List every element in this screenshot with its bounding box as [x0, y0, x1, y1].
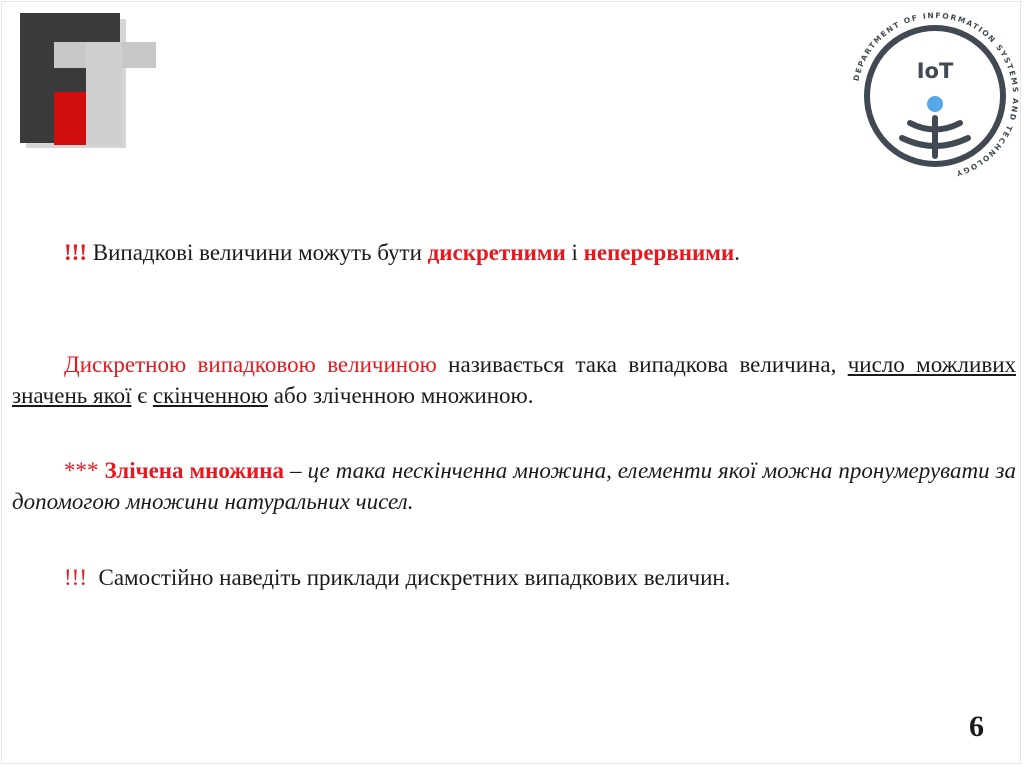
- emphasis-mark: !!!: [64, 240, 87, 265]
- text-span: –: [289, 458, 302, 483]
- paragraph-types: [12, 237, 1024, 268]
- text-span: і: [571, 240, 578, 265]
- text-span: .: [734, 240, 740, 265]
- text-span: Випадкові величини можуть бути: [92, 240, 422, 265]
- text-span: є: [137, 383, 148, 408]
- term-countable-set: Злічена множина: [104, 458, 285, 483]
- term-continuous: неперервними: [583, 240, 735, 265]
- countable-set-definition: це така нескінченна множина, елементи якої можна пронумерувати за допомогою множини натуральних чисел.: [12, 458, 1017, 514]
- seal-dot: [927, 96, 943, 112]
- term-discrete: дискретними: [427, 240, 566, 265]
- task-text: Самостійно наведіть приклади дискретних випадкових величин.: [98, 565, 731, 590]
- paragraph-task: [12, 562, 1024, 593]
- emphasis-mark: !!!: [64, 565, 87, 590]
- seal-center-text: IoT: [916, 59, 954, 83]
- seal-ring-text: DEPARTMENT OF INFORMATION SYSTEMS AND TECHNOLOGY: [851, 10, 1021, 179]
- term-discrete-rv: Дискретною випадковою величиною: [64, 352, 437, 377]
- stars-mark: ***: [64, 458, 99, 483]
- paragraph-definition: [12, 349, 1016, 411]
- underlined-phrase: число можливих значень якої: [12, 352, 1016, 408]
- underlined-word: скінченною: [152, 383, 269, 408]
- text-span: або зліченною множиною.: [273, 383, 534, 408]
- iot-seal: [845, 6, 1024, 186]
- text-span: називається така випадкова величина,: [448, 352, 837, 377]
- page-number: 6: [969, 710, 984, 743]
- ft-logo: [0, 0, 170, 160]
- paragraph-countable-set: [12, 455, 1016, 517]
